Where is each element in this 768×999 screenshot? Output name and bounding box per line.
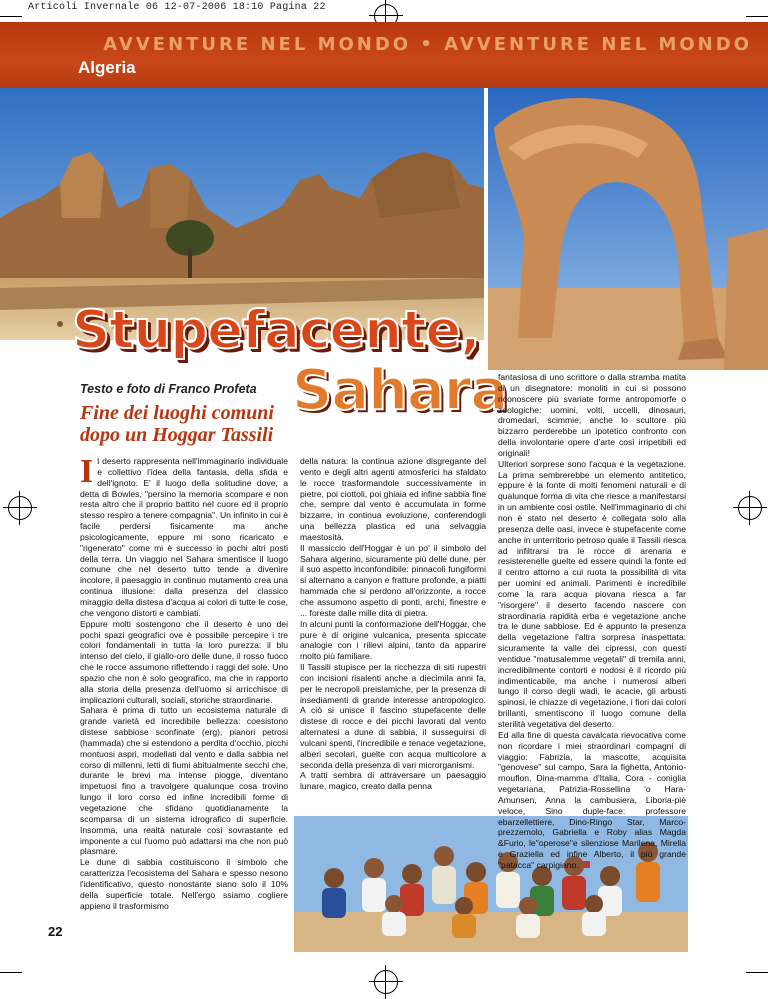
crop-mark	[746, 16, 768, 17]
crop-mark	[746, 972, 768, 973]
end-of-article-icon	[583, 861, 590, 868]
paragraph: In alcuni punti la conformazione dell'Hoggar, che pure è di origine vulcanica, presenta spiccate analogie con i rilievi alpini, tanto da apparire molto più familiare.	[300, 618, 486, 662]
print-slug: Articoli Invernale 06 12-07-2006 18:10 Pagina 22	[28, 2, 326, 13]
paragraph: Ulteriori sorprese sono l'acqua e la vegetazione. La prima sembrerebbe un elemento antitetico, eppure è la fonte di molti fenomeni naturali e di qualunque forma di vita che riesce a manifestarsi in un ambiente così ostile. Nell'immaginario di chi non è stato nel deserto è collegata solo alla presenza delle oasi, invece è stupefacente come anche in unterritorio petroso quale il Tassili riesca ad infiltrarsi tra le rocce di arenaria e resisterenelle guelte ed essere quindi la fonte ed il centro attorno a cui ruota la possibilità di vita per uomini ed animali. Parimenti è incredibile come la rara acqua piovana riesca a far "risorgere" il deserto facendo nascere con straordinaria rapidità erba e vegetazione anche tra le dune sabbiose. Ed è appunto la presenza della vegetazione l'altra sorpresa inaspettata: sicuramente la valle dei cipressi, con questi ventidue "matusalemme vegetali" di tremila anni, incredibilmente contorti e nodosi è il ricordo più indimenticabile, ma anche i numerosi alberi lungo il corso degli wadi, le acacie, gli arbusti spinosi, le chiazze di vegetazione, i fiori dai colori brillanti, smentiscono il luogo comune della sterilità vegetativa del deserto.	[498, 458, 686, 729]
paragraph: fantasiosa di uno scrittore o dalla stramba matita di un disegnatore: monoliti in cui si possono riconoscere più svariate forme antropomorfe o zoologiche: uomini, volti, uccelli, dinosauri, dromedari, scimmie; anche lo scultore più bizzarro perderebbe un ipotetico confronto con della involontarie opere d'arte così irripetibili ed originali!	[498, 372, 686, 458]
header-band	[0, 22, 768, 88]
section-label: Algeria	[78, 58, 136, 77]
drop-cap: I	[80, 453, 94, 490]
paragraph: l deserto rappresenta nell'immaginario individuale e collettivo l'idea della fantasia, della sfida e dell'ignoto. E' il luogo della solitudine dove, a detta di Bowles, "persino la memoria scompare e non resta altro che il proprio battito nel cuore ed il proprio stesso respiro a tenere compagnia". Un infinito in cui è facile perdersi fisicamente ma anche psicologicamente, eppure mi sono ricaricato e "rigenerato" come mi è successo in pochi altri posti della terra. Un viaggio nel Sahara smentisce il luogo comune che nel deserto tutto tende a divenire incolore, il paesaggio in continuo mutamento crea una continua illusione: dalla presenza del classico miraggio della distesa d'acqua ai colori di tutte le cose, che vengono distorti e cambiati.	[80, 456, 288, 618]
rock-arch-photo	[488, 88, 768, 370]
header-kicker: AVVENTURE NEL MONDO • AVVENTURE NEL MONDO	[103, 34, 752, 55]
headline-line-2: Sahara	[292, 358, 508, 423]
crop-mark	[0, 972, 22, 973]
closing-paragraph-text: Ed alla fine di questa cavalcata rievocativa come non ricordare i miei straordinari compagni di viaggio: Fabrizia, la mascotte, acquisita "genovese" sul campo, Sara la fighetta, Antonio-rnouflon, Dina-mamma d'Italia, Cora - coniglia vegetariana, Patrizia-Rossellina 'o Hara-Amunsen, Anna la cambusiera, Liboria-piè veloce, Sino duple-face: professore ebarzellettiere, Dino-Ringo Star, Marco-prezzemolo, Gabriella e Roby alias Magda &Furio, le"operose"e silenziose Marilena, Mirella e Graziella ed infine Alberto, il più grande "patacca" carpigiano.	[498, 729, 686, 870]
registration-mark	[8, 496, 32, 520]
byline: Testo e foto di Franco Profeta	[80, 382, 257, 396]
headline-line-1: Stupefacente,	[72, 300, 480, 361]
subtitle: Fine dei luoghi comuni dopo un Hoggar Tassili	[80, 402, 274, 446]
article-column-3	[498, 372, 686, 871]
paragraph: Eppure molti sostengono che il deserto è uno dei pochi spazi geografici ove è possibile percepire i tre colori fondamentali in tutta la loro purezza: il blu intenso del cielo, il giallo-oro delle dune, il rosso fuoco che le rocce assumono riflettendo i raggi del sole. Uno spazio che non è solo geografico, ma che in rapporto alla storia della presenza dell'uomo si arricchisce di implicazioni culturali, sociali, storiche straordinarie.	[80, 618, 288, 705]
paragraph: Il massiccio dell'Hoggar è un po' il simbolo del Sahara algerino, sicuramente più delle dune, per il suo aspetto inconfondibile: pinnacoli fungiformi si alternano a canyon e fratture profonde, a piatti hammada che si perdono all'orizzonte, a rocce che assumono aspetto di ponti, archi, finestre e ... foreste dalle mille dita di pietra.	[300, 542, 486, 618]
paragraph: Il Tassili stupisce per la ricchezza di siti rupestri con incisioni risalenti anche a diecimila anni fa, per le necropoli preislamiche, per la presenza di insediamenti di grande interesse antropologico. A ciò si unisce il fascino stupefacente delle distese di rocce e dei picchi lavorati dal vento alternatesi a dune di sabbia, il susseguirsi di vulcani spenti, l'incredibile e tenace vegetazione, alberi secolari, guelte con acqua multicolore a seconda della presenza di vari microrganismi.	[300, 662, 486, 770]
paragraph	[498, 730, 686, 871]
paragraph: A tratti sembra di attraversare un paesaggio lunare, magico, creato dalla penna	[300, 770, 486, 792]
registration-mark	[374, 970, 398, 994]
registration-mark	[738, 496, 762, 520]
paragraph: della natura: la continua azione disgregante del vento e degli altri agenti atmosferici ha sfaldato le rocce trasformandole successivamente in pietre, poi ciottoli, poi ghiaia ed infine sabbia fine che, sempre dal vento è accumulata in forme bizzarre, in continua evoluzione, conferendogli una bellezza plastica ed una selvaggia maestosità.	[300, 456, 486, 542]
article-column-1	[80, 453, 288, 911]
crop-mark	[0, 16, 22, 17]
paragraph: Le dune di sabbia costituiscono il simbolo che caratterizza l'ecosistema del Sahara e spesso nesono l'identificativo, questo nonostante siano solo il 10% della superficie totale. Nell'ergo ssiamo cogliere appieno il trasformismo	[80, 857, 288, 911]
paragraph: Sahara è prima di tutto un ecosistema naturale di grande varietà ed incredibile bellezza: coesistono distese sabbiose sconfinate (erg), pianori petrosi (hammada) che si estendono a perdita d'occhio, picchi montuosi aspri, modellati dal vento e dalla sabbia nel corso di millenni, letti di fiumi abitualmente secchi che, durante le brevi ma intense piogge, diventano impetuosi fino a travolgere qualunque cosa trovino lungo il loro corso ed infine incredibili forme di vegetazione che sfidano quotidianamente la scomparsa di un sistema idrografico di superficie. Insomma, una realtà naturale così sovrastante ed imponente a cui l'uomo può adattarsi ma che non può plasmare.	[80, 705, 288, 857]
page-number: 22	[48, 924, 63, 939]
article-column-2	[300, 456, 486, 792]
